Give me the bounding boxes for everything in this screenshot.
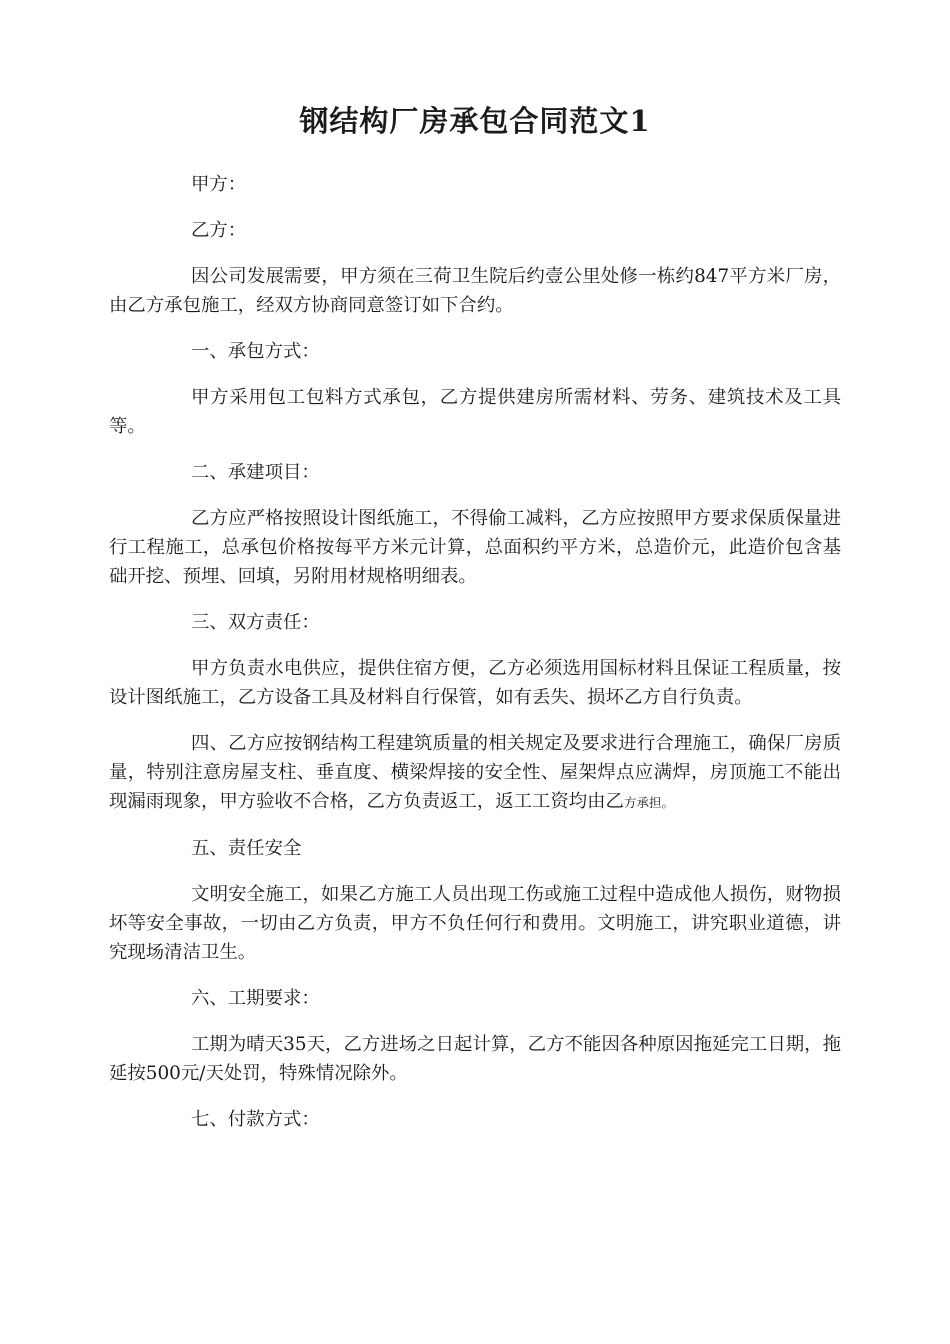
section-heading-2: 二、承建项目： bbox=[191, 462, 320, 483]
section-heading-5: 五、责任安全 bbox=[191, 838, 302, 859]
section-body-3: 甲方负责水电供应，提供住宿方便，乙方必须选用国标材料且保证工程质量，按设计图纸施工，乙方设备工具及材料自行保管，如有丢失、损坏乙方自行负责。 bbox=[109, 658, 841, 708]
section-body-6: 工期为晴天35天，乙方进场之日起计算，乙方不能因各种原因拖延完工日期，拖延按500元/天处罚，特殊情况除外。 bbox=[109, 1034, 841, 1084]
party-b-line: 乙方： bbox=[191, 220, 247, 241]
section-heading-7: 七、付款方式： bbox=[191, 1109, 320, 1130]
document-body bbox=[109, 170, 841, 1151]
section-body-5: 文明安全施工，如果乙方施工人员出现工伤或施工过程中造成他人损伤，财物损坏等安全事故，一切由乙方负责，甲方不负任何行和费用。文明施工，讲究职业道德，讲究现场清洁卫生。 bbox=[109, 884, 841, 963]
section-body-1: 甲方采用包工包料方式承包，乙方提供建房所需材料、劳务、建筑技术及工具等。 bbox=[109, 387, 841, 437]
section-heading-3: 三、双方责任： bbox=[191, 612, 320, 633]
intro-paragraph: 因公司发展需要，甲方须在三荷卫生院后约壹公里处修一栋约847平方米厂房，由乙方承包施工，经双方协商同意签订如下合约。 bbox=[109, 266, 841, 316]
section-body-2: 乙方应严格按照设计图纸施工，不得偷工减料，乙方应按照甲方要求保质保量进行工程施工，总承包价格按每平方米元计算，总面积约平方米，总造价元，此造价包含基础开挖、预埋、回填，另附用材规格明细表。 bbox=[109, 508, 841, 587]
section-body-4 bbox=[109, 729, 841, 817]
section-heading-1: 一、承包方式： bbox=[191, 341, 320, 362]
document-title: 钢结构厂房承包合同范文1 bbox=[299, 104, 651, 138]
section-body-4-tail: 方承担。 bbox=[623, 795, 674, 810]
section-body-4-main: 四、乙方应按钢结构工程建筑质量的相关规定及要求进行合理施工，确保厂房质量，特别注意房屋支柱、垂直度、横梁焊接的安全性、屋架焊点应满焊，房顶施工不能出现漏雨现象，甲方验收不合格，乙方负责返工，返工工资均由乙 bbox=[109, 733, 841, 812]
section-heading-6: 六、工期要求： bbox=[191, 988, 320, 1009]
party-a-line: 甲方： bbox=[191, 174, 247, 195]
